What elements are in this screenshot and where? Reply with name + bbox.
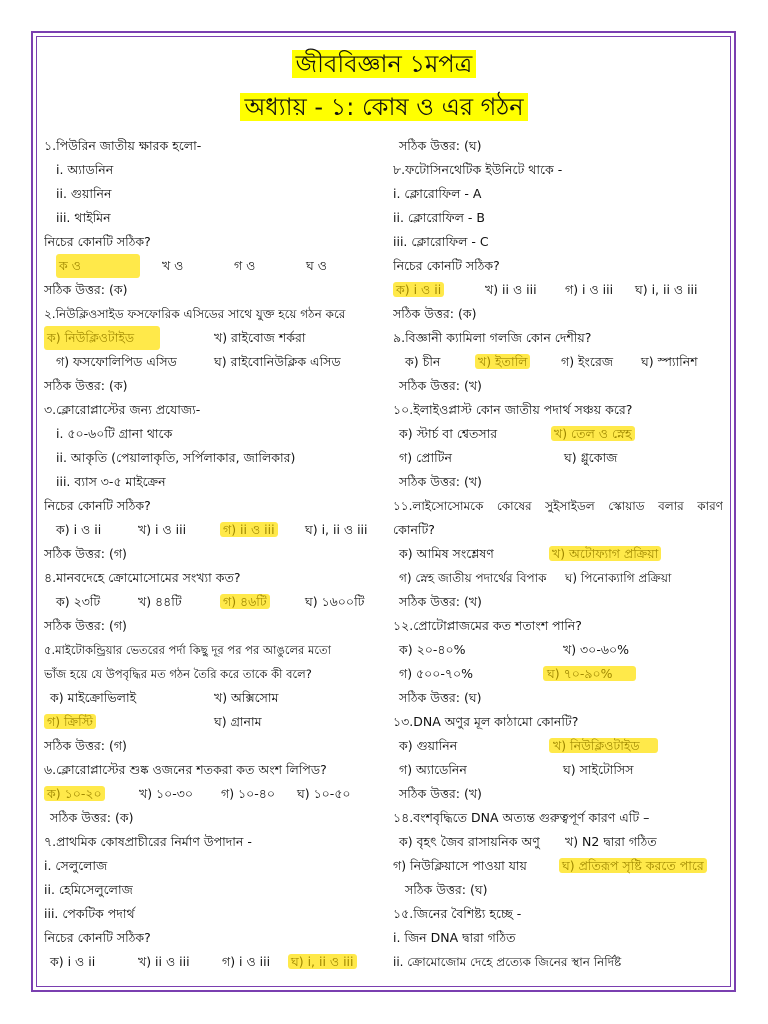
which-correct: নিচের কোনটি সঠিক? bbox=[44, 234, 151, 249]
options-row bbox=[393, 854, 723, 878]
options-row bbox=[393, 350, 723, 374]
statement: i. জিন DNA দ্বারা গঠিত bbox=[393, 930, 516, 945]
options-row bbox=[393, 566, 723, 590]
option-d: ঘ) ১০-৫০ bbox=[297, 786, 351, 801]
options-row bbox=[393, 542, 723, 566]
options-row bbox=[44, 710, 384, 734]
options-row bbox=[393, 830, 723, 854]
statement: i. সেলুলোজ bbox=[44, 858, 108, 873]
option-c: গ) অ্যাডেনিন bbox=[399, 762, 467, 777]
question-11: ১১.লাইসোসোমকে কোষের সুইসাইডল স্কোয়াড বলার কারণ bbox=[393, 499, 723, 513]
statement: iii. ক্লোরোফিল - C bbox=[393, 234, 489, 249]
question-10: ১০.ইলাইওপ্লাস্ট কোন জাতীয় পদার্থ সঞ্চয় করে? bbox=[393, 402, 633, 417]
option-a: ক) আমিষ সংশ্লেষণ bbox=[399, 546, 494, 561]
answer: সঠিক উত্তর: (ঘ) bbox=[399, 690, 482, 705]
which-correct: নিচের কোনটি সঠিক? bbox=[393, 258, 500, 273]
question-13: ১৩.DNA অণুর মূল কাঠামো কোনটি? bbox=[393, 714, 579, 729]
option-d: ঘ) গ্লুকোজ bbox=[564, 450, 618, 465]
option-b-highlighted: খ) তেল ও স্নেহ bbox=[551, 426, 635, 441]
option-b: খ) অক্সিসোম bbox=[214, 690, 279, 705]
options-row bbox=[44, 950, 384, 974]
option-c-highlighted: গ) ৪৬টি bbox=[220, 594, 270, 609]
option-b-highlighted: খ) নিউক্লিওটাইড bbox=[549, 738, 658, 753]
answer: সঠিক উত্তর: (ক) bbox=[393, 306, 477, 321]
options-row bbox=[44, 782, 384, 806]
options-row bbox=[44, 254, 384, 278]
left-column bbox=[44, 134, 384, 974]
options-row bbox=[44, 518, 384, 542]
options-row bbox=[44, 326, 384, 350]
question-14: ১৪.বংশবৃদ্ধিতে DNA অত্যন্ত গুরুত্বপূর্ণ কারণ এটি – bbox=[393, 810, 650, 825]
answer: সঠিক উত্তর: (খ) bbox=[399, 378, 482, 393]
option-d: ঘ) রাইবোনিউক্লিক এসিড bbox=[214, 354, 341, 369]
option-a-highlighted: ক) নিউক্লিওটাইড bbox=[44, 326, 160, 350]
answer: সঠিক উত্তর: (গ) bbox=[44, 546, 127, 561]
options-row bbox=[393, 278, 723, 302]
option-b-highlighted: খ) অটোফ্যাগ প্রক্রিয়া bbox=[549, 546, 661, 561]
question-7: ৭.প্রাথমিক কোষপ্রাচীরের নির্মাণ উপাদান - bbox=[44, 834, 252, 849]
question-2: ২.নিউক্লিওসাইড ফসফোরিক এসিডের সাথে যুক্ত হয়ে গঠন করে bbox=[44, 307, 346, 321]
option-c: গ) স্নেহ জাতীয় পদার্থের বিপাক bbox=[399, 571, 547, 585]
option-d-highlighted: ঘ) ৭০-৯০% bbox=[543, 666, 636, 681]
question-5: ৫.মাইটোকন্ড্রিয়ার ভেতরের পর্দা কিছু দূর পর পর আঙুলের মতো bbox=[44, 643, 331, 657]
statement: i. ক্লোরোফিল - A bbox=[393, 186, 482, 201]
question-15: ১৫.জিনের বৈশিষ্ট্য হচ্ছে - bbox=[393, 906, 522, 921]
statement: iii. ব্যাস ৩-৫ মাইক্রেন bbox=[56, 474, 166, 489]
option-d: ঘ) পিনোক্যাগি প্রক্রিয়া bbox=[565, 571, 672, 585]
option-d: ঘ) ১৬০০টি bbox=[305, 594, 365, 609]
answer: সঠিক উত্তর: (ক) bbox=[44, 282, 128, 297]
option-d: ঘ) i, ii ও iii bbox=[635, 282, 698, 297]
option-d: ঘ) i, ii ও iii bbox=[305, 522, 368, 537]
option-a-highlighted: ক ও bbox=[56, 254, 140, 278]
statement: ii. হেমিসেলুলোজ bbox=[44, 882, 133, 897]
option-b: খ) i ও iii bbox=[138, 522, 187, 537]
option-a: ক) i ও ii bbox=[50, 954, 96, 969]
statement: i. ৫০-৬০টি গ্রানা থাকে bbox=[56, 426, 173, 441]
answer: সঠিক উত্তর: (খ) bbox=[399, 474, 482, 489]
page-title: জীববিজ্ঞান ১মপত্র bbox=[0, 49, 768, 79]
option-a: ক) গুয়ানিন bbox=[399, 738, 458, 753]
options-row bbox=[44, 590, 384, 614]
option-d: ঘ) গ্রানাম bbox=[214, 714, 262, 729]
option-a-highlighted: ক) i ও ii bbox=[393, 282, 444, 297]
option-d: ঘ) স্প্যানিশ bbox=[641, 354, 698, 369]
option-c: গ) ইংরেজ bbox=[561, 354, 614, 369]
question-3: ৩.ক্লোরোপ্লাস্টের জন্য প্রযোজ্য- bbox=[44, 402, 201, 417]
option-b: খ) রাইবোজ শর্করা bbox=[214, 330, 306, 345]
answer: সঠিক উত্তর: (গ) bbox=[44, 618, 127, 633]
statement: ii. আকৃতি (পেয়ালাকৃতি, সর্পিলাকার, জালিকার) bbox=[56, 450, 296, 465]
question-4: ৪.মানবদেহে ক্রোমোসোমের সংখ্যা কত? bbox=[44, 570, 241, 585]
option-a: ক) চীন bbox=[405, 354, 441, 369]
options-row bbox=[393, 662, 723, 686]
question-9: ৯.বিজ্ঞানী ক্যামিলা গলজি কোন দেশীয়? bbox=[393, 330, 592, 345]
answer: সঠিক উত্তর: (খ) bbox=[399, 786, 482, 801]
options-row bbox=[44, 686, 384, 710]
option-c: গ) ৫০০-৭০% bbox=[399, 666, 474, 681]
option-b: খ) ii ও iii bbox=[138, 954, 190, 969]
statement: ii. ক্লোরোফিল - B bbox=[393, 210, 485, 225]
option-b: খ) N2 দ্বারা গঠিত bbox=[565, 834, 657, 849]
right-column bbox=[393, 134, 723, 974]
option-c: গ) i ও iii bbox=[222, 954, 271, 969]
question-1: ১.পিউরিন জাতীয় ক্ষারক হলো- bbox=[44, 138, 202, 153]
option-d: ঘ) সাইটোসিস bbox=[563, 762, 634, 777]
option-b: খ) ১০-৩০ bbox=[139, 786, 194, 801]
option-c: গ ও bbox=[234, 258, 256, 273]
answer: সঠিক উত্তর: (গ) bbox=[44, 738, 127, 753]
options-row bbox=[393, 734, 723, 758]
options-row bbox=[393, 758, 723, 782]
statement: i. অ্যাডনিন bbox=[56, 162, 114, 177]
which-correct: নিচের কোনটি সঠিক? bbox=[44, 498, 151, 513]
option-c-highlighted: গ) ii ও iii bbox=[220, 522, 278, 537]
answer: সঠিক উত্তর: (ক) bbox=[44, 378, 128, 393]
question-8: ৮.ফটোসিনথেটিক ইউনিটে থাকে - bbox=[393, 162, 563, 177]
question-5-continued: ভাঁজ হয়ে যে উপবৃদ্ধির মত গঠন তৈরি করে তাকে কী বলে? bbox=[44, 667, 312, 681]
option-a: ক) বৃহৎ জৈব রাসায়নিক অণু bbox=[399, 834, 540, 849]
option-c: গ) ফসফোলিপিড এসিড bbox=[56, 354, 177, 369]
option-c: গ) নিউক্লিয়াসে পাওয়া যায় bbox=[393, 858, 527, 873]
option-b: খ) ii ও iii bbox=[485, 282, 537, 297]
option-d-highlighted: ঘ) প্রতিরূপ সৃষ্টি করতে পারে bbox=[559, 858, 707, 873]
option-a: ক) i ও ii bbox=[56, 522, 102, 537]
which-correct: নিচের কোনটি সঠিক? bbox=[44, 930, 151, 945]
option-a-highlighted: ক) ১০-২০ bbox=[44, 786, 105, 801]
option-a: ক) মাইক্রোভিলাই bbox=[50, 690, 137, 705]
answer: সঠিক উত্তর: (ঘ) bbox=[399, 138, 482, 153]
question-11-continued: কোনটি? bbox=[393, 522, 435, 537]
options-row bbox=[393, 422, 723, 446]
option-c-highlighted: গ) ক্রিস্টি bbox=[44, 714, 96, 729]
option-a: ক) স্টার্চ বা শ্বেতসার bbox=[399, 426, 498, 441]
option-c: গ) i ও iii bbox=[565, 282, 614, 297]
answer: সঠিক উত্তর: (খ) bbox=[399, 594, 482, 609]
answer: সঠিক উত্তর: (ঘ) bbox=[405, 882, 488, 897]
statement: iii. থাইমিন bbox=[56, 210, 111, 225]
chapter-heading: অধ্যায় - ১: কোষ ও এর গঠন bbox=[0, 92, 768, 122]
question-6: ৬.ক্লোরোপ্লাস্টের শুষ্ক ওজনের শতকরা কত অংশ লিপিড? bbox=[44, 762, 327, 777]
option-a: ক) ২০-৪০% bbox=[399, 642, 466, 657]
question-12: ১২.প্রোটোপ্লাজমের কত শতাংশ পানি? bbox=[393, 618, 582, 633]
option-c: গ) প্রোটিন bbox=[399, 450, 452, 465]
option-b-highlighted: খ) ইতালি bbox=[475, 354, 530, 369]
option-b: খ ও bbox=[162, 258, 184, 273]
options-row bbox=[44, 350, 384, 374]
options-row bbox=[393, 638, 723, 662]
option-b: খ) ৪৪টি bbox=[138, 594, 182, 609]
option-a: ক) ২৩টি bbox=[56, 594, 101, 609]
options-row bbox=[393, 446, 723, 470]
option-d-highlighted: ঘ) i, ii ও iii bbox=[288, 954, 357, 969]
option-c: গ) ১০-৪০ bbox=[221, 786, 276, 801]
option-b: খ) ৩০-৬০% bbox=[563, 642, 629, 657]
option-d: ঘ ও bbox=[306, 258, 327, 273]
statement: iii. পেকটিক পদার্থ bbox=[44, 906, 135, 921]
statement: ii. গুয়ানিন bbox=[56, 186, 112, 201]
statement: ii. ক্রোমোজোম দেহে প্রত্যেক জিনের স্থান নির্দিষ্ট bbox=[393, 955, 622, 969]
answer: সঠিক উত্তর: (ক) bbox=[50, 810, 134, 825]
